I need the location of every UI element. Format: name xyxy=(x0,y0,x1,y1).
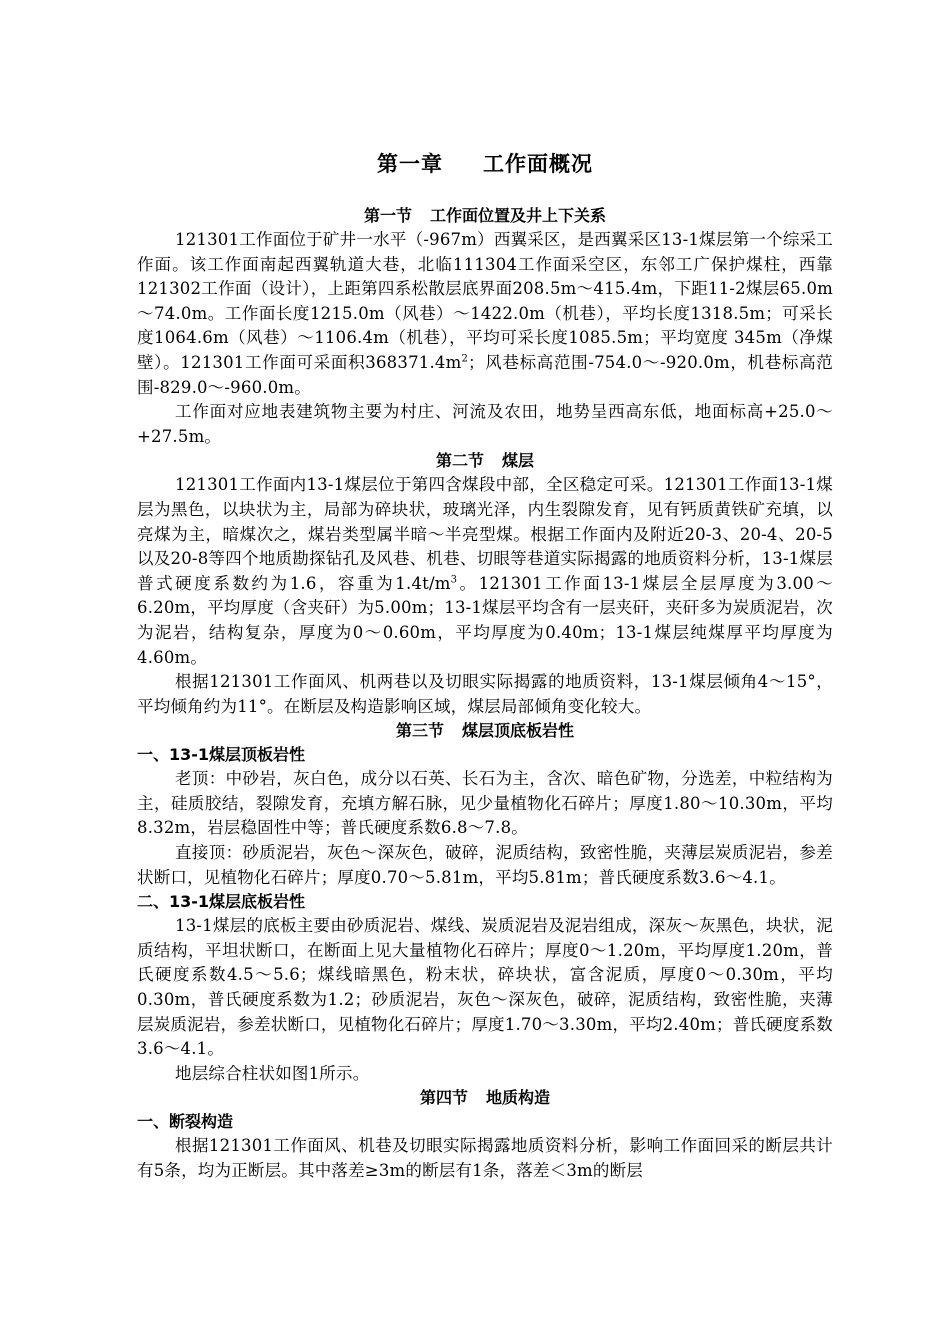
text-run: 121301工作面位于矿井一水平（-967m）西翼采区，是西翼采区13-1煤层第一个综采工作面。该工作面南起西翼轨道大巷，北临111304工作面采空区，东邻工广保护煤柱，西靠121302工作面（设计），上距第四系松散层底界面208.5m～415.4m，下距11-2煤层65.0m～74.0m。工作面长度1215.0m（风巷）～1422.0m（机巷），平均长度1318.5m；可采长度1064.6m（风巷）～1106.4m（机巷），平均可采长度1085.5m；平均宽度 345m（净煤壁）。121301工作面可采面积368371.4m xyxy=(137,230,833,372)
subheading-floor: 二、13-1煤层底板岩性 xyxy=(137,892,306,912)
paragraph-dip-angle: 根据121301工作面风、机两巷以及切眼实际揭露的地质资料，13-1煤层倾角4～15°，平均倾角约为11°。在断层及构造影响区域，煤层局部倾角变化较大。 xyxy=(137,672,833,716)
paragraph-location xyxy=(137,228,833,400)
section-number: 第三节 xyxy=(395,721,444,741)
text-run: ；风巷标高范围-754.0～-920.0m，机巷标高范围-829.0～-960.0m。 xyxy=(137,352,833,397)
paragraph-faults: 根据121301工作面风、机巷及切眼实际揭露地质资料分析，影响工作面回采的断层共计有5条，均为正断层。其中落差≥3m的断层有1条，落差＜3m的断层 xyxy=(137,1136,833,1180)
section-number: 第一节 xyxy=(363,206,412,225)
paragraph-coal-seam xyxy=(137,473,833,670)
chapter-number: 第一章 xyxy=(377,152,443,176)
section-1-heading xyxy=(137,204,833,228)
chapter-name: 工作面概况 xyxy=(483,152,593,176)
chapter-title xyxy=(137,148,833,178)
text-run: 121301工作面内13-1煤层位于第四含煤段中部，全区稳定可采。121301工作面13-1煤层为黑色，以块状为主，局部为碎块状，玻璃光泽，内生裂隙发育，见有钙质黄铁矿充填，以亮煤为主，暗煤次之，煤岩类型属半暗～半亮型煤。根据工作面内及附近20-3、20-4、20-5以及20-8等四个地质勘探钻孔及风巷、机巷、切眼等巷道实际揭露的地质资料分析，13-1煤层普式硬度系数约为1.6，容重为1.4t/m xyxy=(137,475,833,593)
section-number: 第二节 xyxy=(435,451,484,471)
section-4-heading xyxy=(137,1086,833,1110)
section-2-heading xyxy=(137,449,833,473)
superscript: 3 xyxy=(450,574,458,586)
paragraph-immediate-roof: 直接顶：砂质泥岩，灰色～深灰色，破碎，泥质结构，致密性脆，夹薄层炭质泥岩，参差状断口，见植物化石碎片；厚度0.70～5.81m，平均5.81m；普氏硬度系数3.6～4.1。 xyxy=(137,843,833,887)
subheading-roof: 一、13-1煤层顶板岩性 xyxy=(137,745,306,765)
section-title: 工作面位置及井上下关系 xyxy=(430,206,607,225)
section-title: 地质构造 xyxy=(486,1088,551,1108)
subheading-fault: 一、断裂构造 xyxy=(137,1112,234,1132)
paragraph-floor: 13-1煤层的底板主要由砂质泥岩、煤线、炭质泥岩及泥岩组成，深灰～灰黑色，块状，泥质结构，平坦状断口，在断面上见大量植物化石碎片；厚度0～1.20m，平均厚度1.20m，普氏硬度系数4.5～5.6；煤线暗黑色，粉末状，碎块状，富含泥质，厚度0～0.30m，平均0.30m，普氏硬度系数为1.2；砂质泥岩，灰色～深灰色，破碎，泥质结构，致密性脆，夹薄层炭质泥岩，参差状断口，见植物化石碎片；厚度1.70～3.30m，平均2.40m；普氏硬度系数3.6～4.1。 xyxy=(137,916,833,1059)
section-title: 煤层 xyxy=(502,451,535,471)
section-title: 煤层顶底板岩性 xyxy=(462,721,575,741)
section-3-heading xyxy=(137,719,833,743)
section-number: 第四节 xyxy=(419,1088,468,1108)
paragraph-surface: 工作面对应地表建筑物主要为村庄、河流及农田，地势呈西高东低，地面标高+25.0～+27.5m。 xyxy=(137,402,833,446)
superscript: 2 xyxy=(461,353,469,365)
paragraph-figure-ref: 地层综合柱状如图1所示。 xyxy=(175,1063,370,1083)
document-body xyxy=(137,148,833,1184)
text-run: 。121301工作面13-1煤层全层厚度为3.00～6.20m，平均厚度（含夹矸）为5.00m；13-1煤层平均含有一层夹矸，夹矸多为炭质泥岩，次为泥岩，结构复杂，厚度为0～0.60m，平均厚度为0.40m；13-1煤层纯煤厚平均厚度为4.60m。 xyxy=(137,573,833,667)
paragraph-main-roof: 老顶：中砂岩，灰白色，成分以石英、长石为主，含次、暗色矿物，分选差，中粒结构为主，硅质胶结，裂隙发育，充填方解石脉，见少量植物化石碎片；厚度1.80～10.30m，平均8.32m，岩层稳固性中等；普氏硬度系数6.8～7.8。 xyxy=(137,769,833,838)
